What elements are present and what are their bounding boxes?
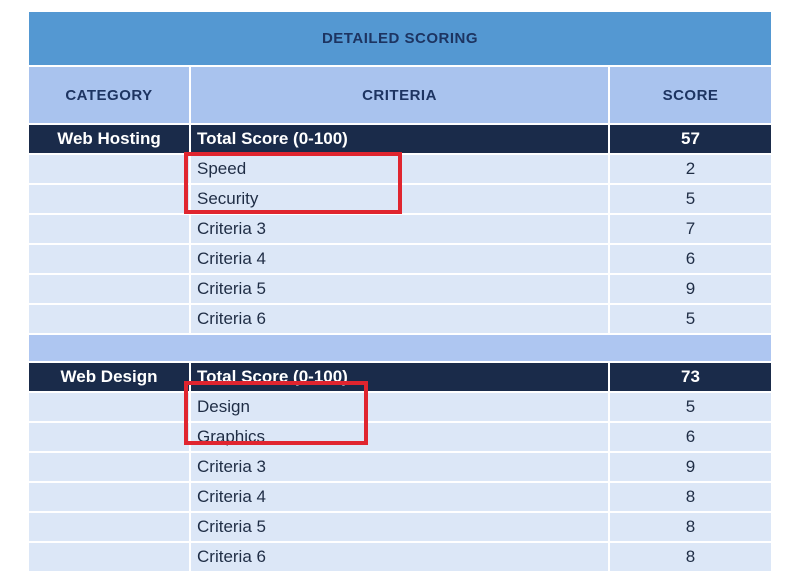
table-row xyxy=(29,245,771,273)
criteria-cell: Security xyxy=(191,185,608,213)
score-cell: 8 xyxy=(610,513,771,541)
header-row xyxy=(29,67,771,123)
criteria-cell: Criteria 3 xyxy=(191,453,608,481)
table-row xyxy=(29,393,771,421)
table-row xyxy=(29,275,771,303)
total-score: 73 xyxy=(610,363,771,391)
total-label: Total Score (0-100) xyxy=(191,363,608,391)
score-cell: 8 xyxy=(610,483,771,511)
table-row xyxy=(29,305,771,333)
table-title: DETAILED SCORING xyxy=(29,12,771,65)
score-cell: 5 xyxy=(610,185,771,213)
criteria-cell: Criteria 3 xyxy=(191,215,608,243)
table-row xyxy=(29,543,771,571)
section-divider xyxy=(29,335,771,361)
score-cell: 5 xyxy=(610,305,771,333)
score-cell: 9 xyxy=(610,453,771,481)
category-label: Web Design xyxy=(29,363,189,391)
highlight-box-hosting xyxy=(184,152,402,214)
total-label: Total Score (0-100) xyxy=(191,125,608,153)
table-row xyxy=(29,215,771,243)
category-label: Web Hosting xyxy=(29,125,189,153)
column-header-score: SCORE xyxy=(610,67,771,123)
score-cell: 7 xyxy=(610,215,771,243)
criteria-cell: Criteria 5 xyxy=(191,513,608,541)
score-cell: 2 xyxy=(610,155,771,183)
score-cell: 6 xyxy=(610,423,771,451)
score-cell: 8 xyxy=(610,543,771,571)
score-cell: 9 xyxy=(610,275,771,303)
score-cell: 5 xyxy=(610,393,771,421)
score-cell: 6 xyxy=(610,245,771,273)
column-header-criteria: CRITERIA xyxy=(191,67,608,123)
criteria-cell: Criteria 4 xyxy=(191,245,608,273)
column-header-category: CATEGORY xyxy=(29,67,189,123)
total-row-web-hosting xyxy=(29,125,771,153)
criteria-cell: Criteria 6 xyxy=(191,305,608,333)
criteria-cell: Criteria 4 xyxy=(191,483,608,511)
table-row xyxy=(29,423,771,451)
table-row xyxy=(29,453,771,481)
criteria-cell: Criteria 5 xyxy=(191,275,608,303)
table-row xyxy=(29,513,771,541)
criteria-cell: Design xyxy=(191,393,608,421)
total-row-web-design xyxy=(29,363,771,391)
total-score: 57 xyxy=(610,125,771,153)
highlight-box-design xyxy=(184,381,368,445)
table-row xyxy=(29,483,771,511)
scoring-table xyxy=(29,12,771,571)
criteria-cell: Speed xyxy=(191,155,608,183)
criteria-cell: Graphics xyxy=(191,423,608,451)
criteria-cell: Criteria 6 xyxy=(191,543,608,571)
